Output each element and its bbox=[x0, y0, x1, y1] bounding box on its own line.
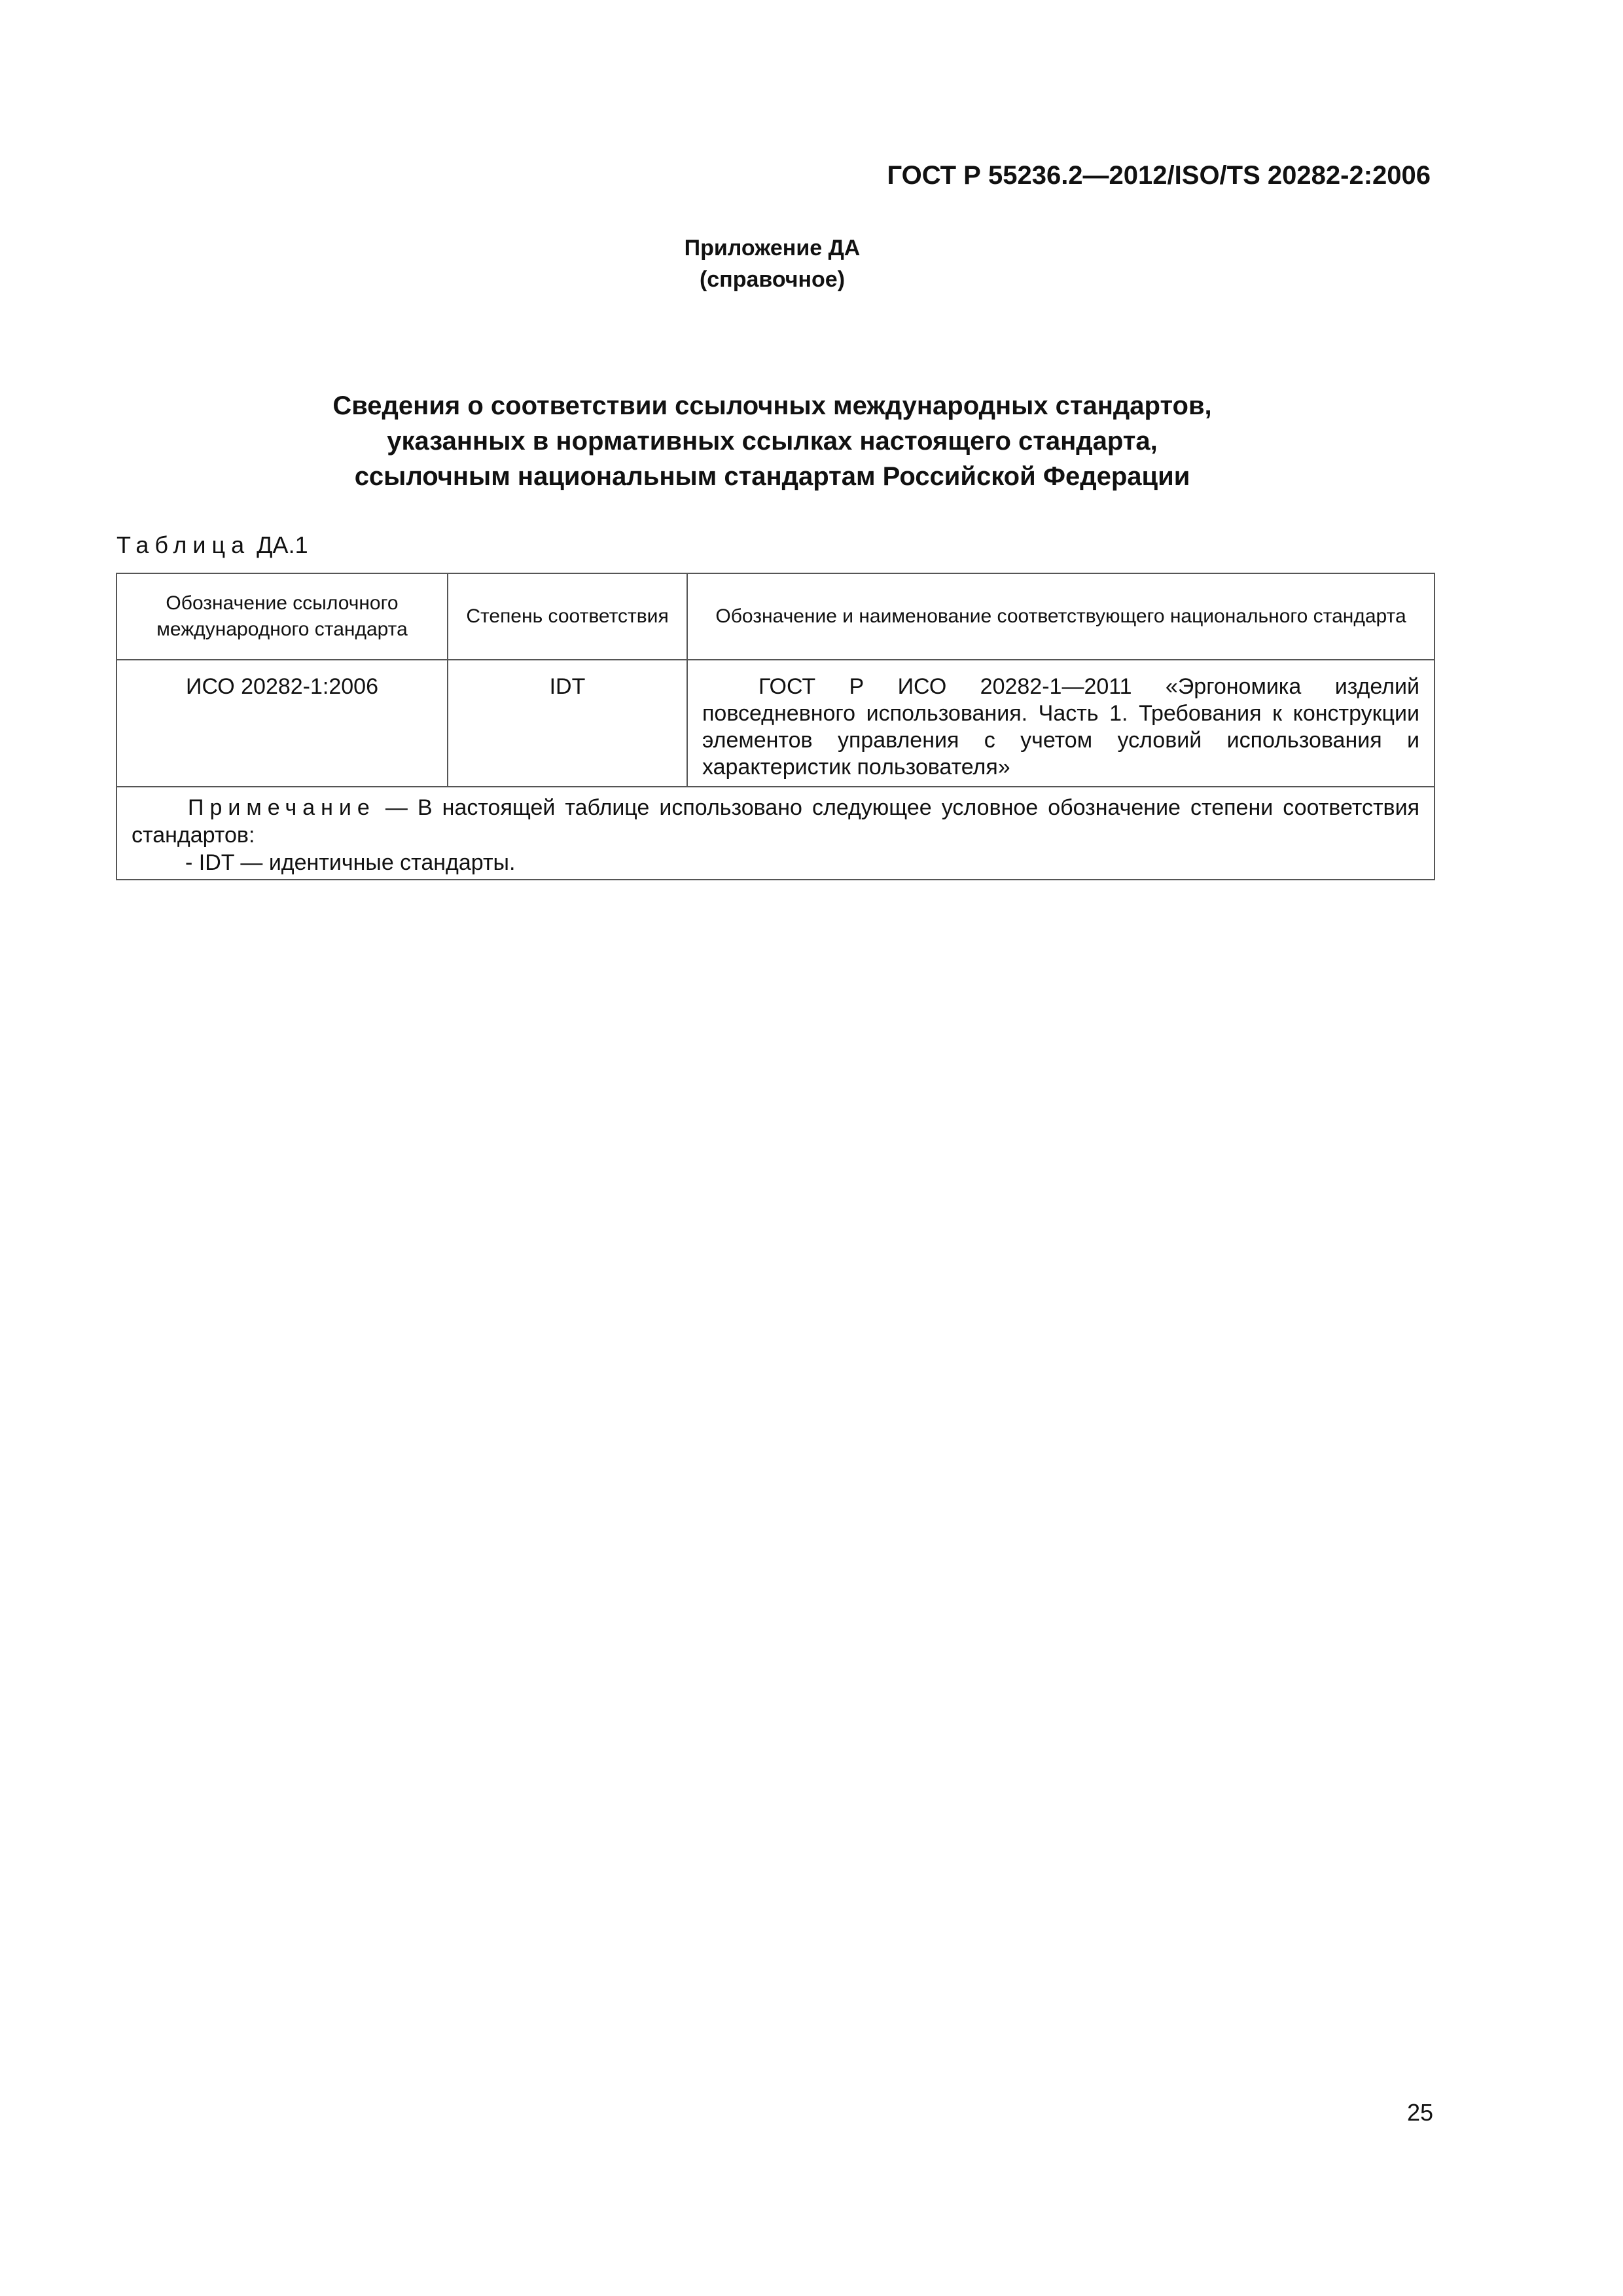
table-caption-label: Таблица bbox=[116, 531, 251, 558]
page-number: 25 bbox=[1406, 2099, 1433, 2126]
table-row bbox=[116, 660, 1435, 787]
table-caption bbox=[116, 531, 308, 559]
section-title bbox=[0, 388, 1544, 494]
appendix-type: (справочное) bbox=[699, 267, 846, 292]
note-label: Примечание bbox=[188, 795, 376, 820]
document-code: ГОСТ Р 55236.2—2012/ISO/TS 20282-2:2006 bbox=[887, 161, 1431, 190]
cell-national-standard: ГОСТ Р ИСО 20282-1—2011 «Эргономика изделий повседневного использования. Часть 1. Требования к конструкции элементов управления с учетом условий использования и характеристик пользователя» bbox=[687, 660, 1435, 787]
header-intl-standard: Обозначение ссылочного международного стандарта bbox=[116, 573, 448, 660]
cell-intl-standard: ИСО 20282-1:2006 bbox=[116, 660, 448, 787]
note-body: — В настоящей таблице использовано следующее условное обозначение степени соответствия стандартов: bbox=[132, 795, 1419, 848]
header-degree: Степень соответствия bbox=[448, 573, 687, 660]
note-text bbox=[132, 794, 1419, 849]
section-title-line: указанных в нормативных ссылках настоящего стандарта, bbox=[387, 427, 1158, 456]
appendix-heading bbox=[0, 232, 1544, 295]
header-national-standard: Обозначение и наименование соответствующего национального стандарта bbox=[687, 573, 1435, 660]
correspondence-table bbox=[116, 573, 1435, 880]
section-title-line: ссылочным национальным стандартам Российской Федерации bbox=[354, 462, 1190, 491]
cell-degree: IDT bbox=[448, 660, 687, 787]
table-note bbox=[116, 787, 1435, 880]
section-title-line: Сведения о соответствии ссылочных международных стандартов, bbox=[332, 391, 1212, 420]
table-note-row bbox=[116, 787, 1435, 880]
appendix-title: Приложение ДА bbox=[684, 236, 861, 260]
table-header-row bbox=[116, 573, 1435, 660]
table-caption-number: ДА.1 bbox=[257, 531, 308, 558]
note-item: - IDT — идентичные стандарты. bbox=[185, 850, 516, 875]
